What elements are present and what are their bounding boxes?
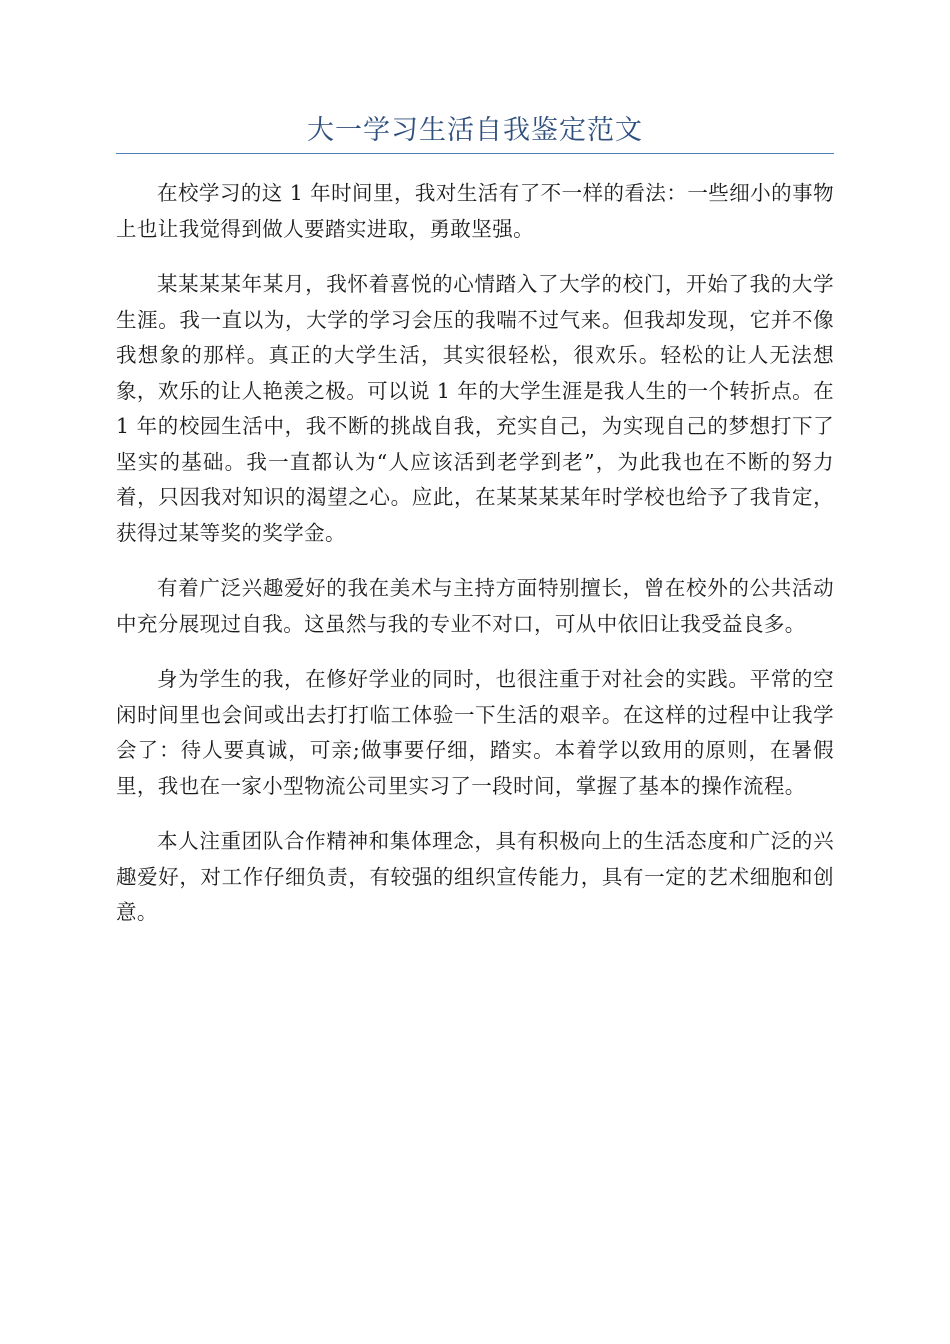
- paragraph-1: 在校学习的这 1 年时间里，我对生活有了不一样的看法：一些细小的事物上也让我觉得到做人要踏实进取，勇敢坚强。: [116, 181, 834, 241]
- paragraph-5: 本人注重团队合作精神和集体理念，具有积极向上的生活态度和广泛的兴趣爱好，对工作仔细负责，有较强的组织宣传能力，具有一定的艺术细胞和创意。: [116, 829, 834, 924]
- title-divider: [116, 153, 834, 154]
- document-title: 大一学习生活自我鉴定范文: [307, 115, 643, 146]
- paragraph-4: 身为学生的我，在修好学业的同时，也很注重于对社会的实践。平常的空闲时间里也会间或出去打打临工体验一下生活的艰辛。在这样的过程中让我学会了：待人要真诚，可亲;做事要仔细，踏实。本着学以致用的原则，在暑假里，我也在一家小型物流公司里实习了一段时间，掌握了基本的操作流程。: [116, 667, 834, 798]
- document-body: [116, 176, 834, 951]
- paragraph-3: 有着广泛兴趣爱好的我在美术与主持方面特别擅长，曾在校外的公共活动中充分展现过自我。这虽然与我的专业不对口，可从中依旧让我受益良多。: [116, 576, 834, 636]
- paragraph-2: 某某某某年某月，我怀着喜悦的心情踏入了大学的校门，开始了我的大学生涯。我一直以为，大学的学习会压的我喘不过气来。但我却发现，它并不像我想象的那样。真正的大学生活，其实很轻松，很欢乐。轻松的让人无法想象，欢乐的让人艳羡之极。可以说 1 年的大学生涯是我人生的一个转折点。在 1 年的校园生活中，我不断的挑战自我，充实自己，为实现自己的梦想打下了坚实的基础。我一直都认为“人应该活到老学到老”，为此我也在不断的努力着，只因我对知识的渴望之心。应此，在某某某某年时学校也给予了我肯定，获得过某等奖的奖学金。: [116, 272, 834, 545]
